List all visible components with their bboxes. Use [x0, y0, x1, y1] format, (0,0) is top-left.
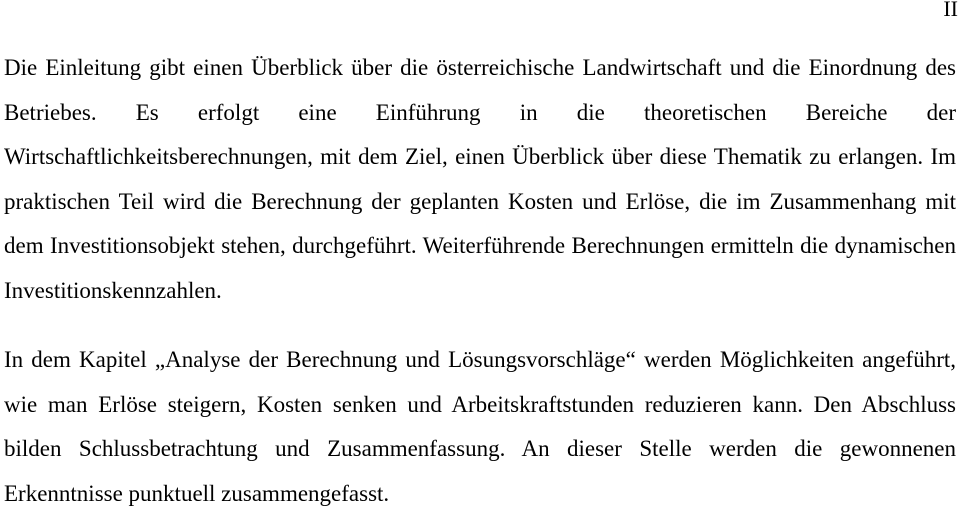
page-number: II	[943, 0, 958, 21]
paragraph-analysis-chapter: In dem Kapitel „Analyse der Berechnung und Lösungsvorschläge“ werden Möglichkeiten angeführt, wie man Erlöse steigern, Kosten senken und Arbeitskraftstunden reduzieren kann. Den Abschluss bilden Schlussbetrachtung und Zusammenfassung. An dieser Stelle werden die gewonnenen Erkenntnisse punktuell zusammengefasst.	[4, 347, 956, 506]
paragraph-introduction: Die Einleitung gibt einen Überblick über die österreichische Landwirtschaft und die Einordnung des Betriebes. Es erfolgt eine Einführung in die theoretischen Bereiche der Wirtschaftlichkeitsberechnungen, mit dem Ziel, einen Überblick über diese Thematik zu erlangen. Im praktischen Teil wird die Berechnung der geplanten Kosten und Erlöse, die im Zusammenhang mit dem Investitionsobjekt stehen, durchgeführt. Weiterführende Berechnungen ermitteln die dynamischen Investitionskennzahlen.	[4, 55, 956, 303]
